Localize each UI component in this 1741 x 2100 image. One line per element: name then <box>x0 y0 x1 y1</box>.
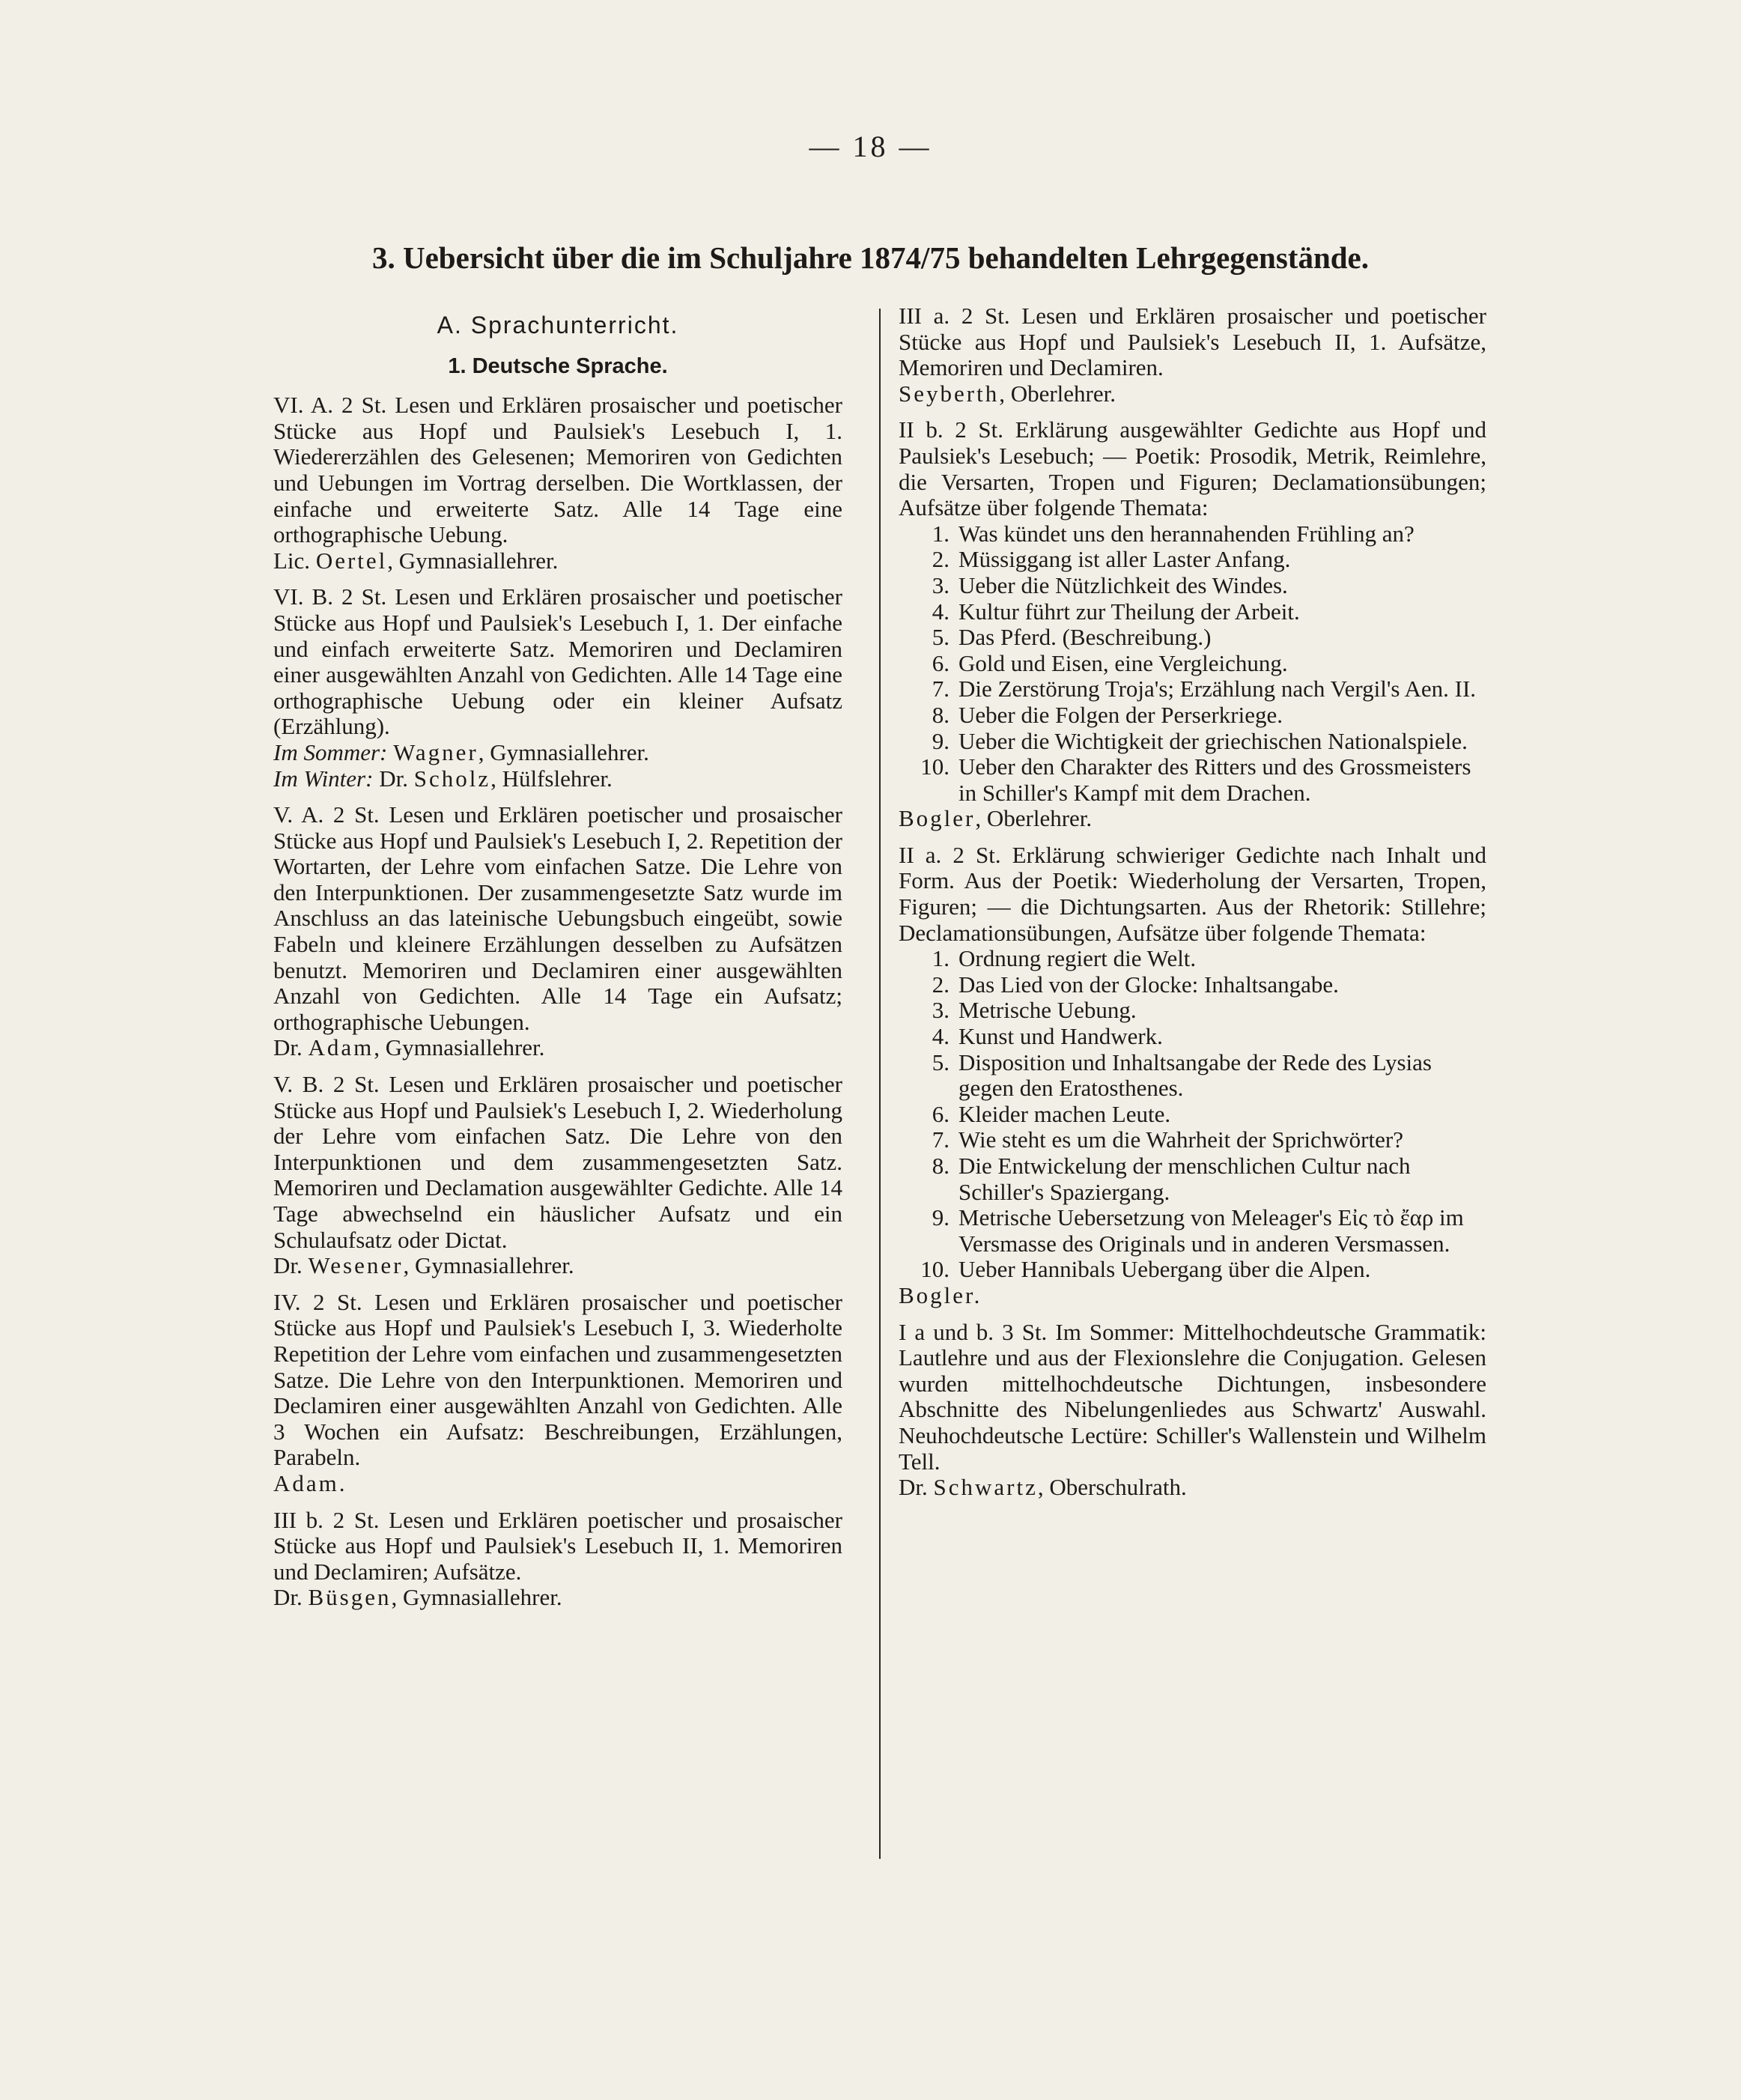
teacher-line <box>273 1585 842 1611</box>
item-text: Wie steht es um die Wahrheit der Sprichwörter? <box>958 1126 1403 1153</box>
list-item <box>899 1153 1486 1205</box>
list-item <box>899 573 1486 599</box>
item-number: 4. <box>932 598 950 625</box>
item-text: Metrische Uebung. <box>958 997 1137 1024</box>
item-number: 7. <box>932 676 950 702</box>
teacher-line <box>273 1471 842 1497</box>
course-text: II a. 2 St. Erklärung schwieriger Gedichte nach Inhalt und Form. Aus der Poetik: Wiederholung der Versarten, Tropen, Figuren; — die Dichtungsarten. Aus der Rhetorik: Stillehre; Declamationsübungen, Aufsätze über folgende Themata: <box>899 841 1486 946</box>
item-text: Das Lied von der Glocke: Inhaltsangabe. <box>958 971 1339 998</box>
item-text: Ueber Hannibals Uebergang über die Alpen. <box>958 1256 1371 1283</box>
teacher-role: , Oberlehrer. <box>999 380 1116 407</box>
teacher-prefix: Dr. <box>273 1584 303 1611</box>
item-text: Kleider machen Leute. <box>958 1100 1171 1127</box>
course-iii-a <box>899 303 1486 407</box>
list-item <box>899 754 1486 806</box>
item-text: Ueber den Charakter des Ritters und des Grossmeisters in Schiller's Kampf mit dem Drachen. <box>958 753 1471 806</box>
item-text: Das Pferd. (Beschreibung.) <box>958 624 1212 651</box>
themata-list-iia <box>899 946 1486 1283</box>
teacher-prefix: Lic. <box>273 547 311 574</box>
item-number: 3. <box>932 997 950 1024</box>
teacher-name: Bogler <box>899 805 976 832</box>
subsection-heading-deutsch: 1. Deutsche Sprache. <box>448 353 668 378</box>
item-number: 4. <box>932 1023 950 1050</box>
teacher-name: Seyberth <box>899 380 1000 407</box>
course-text: VI. B. 2 St. Lesen und Erklären prosaischer und poetischer Stücke aus Hopf und Paulsiek's Lesebuch I, 1. Der einfache und einfach erweiterte Satz. Memoriren und Declamiren einer ausgewählten Anzahl von Gedichten. Alle 14 Tage eine orthographische Uebung oder ein kleiner Aufsatz (Erzählung). <box>273 583 842 740</box>
list-item <box>899 651 1486 677</box>
course-v-b <box>273 1072 842 1279</box>
list-item <box>899 972 1486 998</box>
course-text: III b. 2 St. Lesen und Erklären poetischer und prosaischer Stücke aus Hopf und Paulsiek's Lesebuch II, 1. Memoriren und Declamiren; Aufsätze. <box>273 1506 842 1585</box>
course-v-a <box>273 802 842 1061</box>
item-text: Disposition und Inhaltsangabe der Rede des Lysias gegen den Eratosthenes. <box>958 1049 1432 1102</box>
item-number: 5. <box>932 624 950 651</box>
item-number: 2. <box>932 546 950 573</box>
teacher-prefix: Dr. <box>379 765 408 792</box>
list-item <box>899 1127 1486 1153</box>
list-item <box>899 676 1486 702</box>
item-number: 10. <box>920 1256 950 1283</box>
course-vi-a <box>273 392 842 574</box>
course-iii-b <box>273 1508 842 1611</box>
item-number: 6. <box>932 1100 950 1127</box>
teacher-name: Wagner <box>393 738 478 765</box>
course-iv <box>273 1290 842 1497</box>
item-text: Müssiggang ist aller Laster Anfang. <box>958 546 1291 573</box>
item-number: 8. <box>932 1153 950 1179</box>
item-text: Ueber die Wichtigkeit der griechischen Nationalspiele. <box>958 727 1468 754</box>
teacher-role: , Oberlehrer. <box>975 805 1093 832</box>
item-number: 9. <box>932 727 950 754</box>
teacher-prefix: Dr. <box>273 1034 303 1061</box>
item-number: 9. <box>932 1204 950 1231</box>
teacher-line <box>899 1475 1486 1501</box>
item-number: 2. <box>932 971 950 998</box>
list-item <box>899 1050 1486 1102</box>
list-item <box>899 729 1486 755</box>
course-text: IV. 2 St. Lesen und Erklären prosaischer und poetischer Stücke aus Hopf und Paulsiek's Lesebuch I, 3. Wiederholte Repetition der Lehre vom einfachen und zusammengesetzten Satze. Die Lehre von den Interpunktionen. Memoriren und Declamiren einer ausgewählten Anzahl von Gedichten. Alle 3 Wochen ein Aufsatz: Beschreibungen, Erzählungen, Parabeln. <box>273 1288 842 1471</box>
teacher-role: , Hülfslehrer. <box>490 765 613 792</box>
course-i-a-b <box>899 1320 1486 1501</box>
right-column <box>899 303 1486 1511</box>
teacher-line <box>899 806 1486 832</box>
item-text: Die Zerstörung Troja's; Erzählung nach Vergil's Aen. II. <box>958 676 1477 702</box>
list-item <box>899 521 1486 547</box>
course-text: II b. 2 St. Erklärung ausgewählter Gedichte aus Hopf und Paulsiek's Lesebuch; — Poetik: Prosodik, Metrik, Reimlehre, die Versarten, Tropen und Figuren; Declamationsübungen; Aufsätze über folgende Themata: <box>899 416 1486 521</box>
teacher-role: , Gymnasiallehrer. <box>403 1252 574 1279</box>
course-ii-b <box>899 417 1486 832</box>
item-number: 5. <box>932 1049 950 1075</box>
teacher-line <box>899 1283 1486 1309</box>
teacher-name: Bogler. <box>899 1281 982 1308</box>
item-number: 8. <box>932 701 950 728</box>
section-heading-a: A. Sprachunterricht. <box>437 312 679 339</box>
item-text: Was kündet uns den herannahenden Frühling an? <box>958 520 1415 547</box>
teacher-line <box>899 381 1486 407</box>
themata-list-iib <box>899 521 1486 807</box>
course-ii-a <box>899 843 1486 1309</box>
teacher-role: , Gymnasiallehrer. <box>387 547 559 574</box>
item-text: Kunst und Handwerk. <box>958 1023 1163 1050</box>
item-number: 1. <box>932 520 950 547</box>
list-item <box>899 625 1486 651</box>
page-title: 3. Uebersicht über die im Schuljahre 1874/75 behandelten Lehrgegenstände. <box>372 240 1369 275</box>
item-number: 3. <box>932 571 950 598</box>
column-divider <box>879 309 881 1859</box>
teacher-name: Oertel <box>315 547 388 574</box>
teacher-role: , Gymnasiallehrer. <box>478 738 649 765</box>
teacher-name: Wesener <box>308 1252 404 1279</box>
list-item <box>899 998 1486 1024</box>
list-item <box>899 1205 1486 1257</box>
semester-label: Im Sommer: <box>273 738 388 765</box>
item-text: Die Entwickelung der menschlichen Cultur nach Schiller's Spaziergang. <box>958 1153 1411 1205</box>
item-text: Kultur führt zur Theilung der Arbeit. <box>958 598 1300 625</box>
item-number: 1. <box>932 945 950 972</box>
item-text: Ordnung regiert die Welt. <box>958 945 1197 972</box>
teacher-line <box>273 1253 842 1279</box>
teacher-prefix: Dr. <box>899 1474 928 1501</box>
item-text: Ueber die Folgen der Perserkriege. <box>958 701 1283 728</box>
item-number: 7. <box>932 1126 950 1153</box>
item-text: Ueber die Nützlichkeit des Windes. <box>958 571 1288 598</box>
item-number: 10. <box>920 753 950 780</box>
page-number: — 18 — <box>809 130 932 163</box>
list-item <box>899 1257 1486 1283</box>
teacher-name: Adam <box>308 1034 374 1061</box>
teacher-role: , Gymnasiallehrer. <box>374 1034 545 1061</box>
item-text: Gold und Eisen, eine Vergleichung. <box>958 649 1288 676</box>
teacher-prefix: Dr. <box>273 1252 303 1279</box>
course-text: III a. 2 St. Lesen und Erklären prosaischer und poetischer Stücke aus Hopf und Paulsiek's Lesebuch II, 1. Aufsätze, Memoriren und Declamiren. <box>899 303 1486 381</box>
course-vi-b <box>273 584 842 792</box>
summer-teacher-line <box>273 740 842 766</box>
teacher-line <box>273 1035 842 1061</box>
list-item <box>899 547 1486 573</box>
list-item <box>899 1102 1486 1128</box>
teacher-role: , Oberschulrath. <box>1037 1474 1187 1501</box>
teacher-name: Büsgen <box>308 1584 392 1611</box>
course-text: VI. A. 2 St. Lesen und Erklären prosaischer und poetischer Stücke aus Hopf und Paulsiek's Lesebuch I, 1. Wiedererzählen des Gelesenen; Memoriren von Gedichten und Uebungen im Vortrag derselben. Die Wortklassen, der einfache und erweiterte Satz. Alle 14 Tage eine orthographische Uebung. <box>273 392 842 548</box>
winter-teacher-line <box>273 766 842 792</box>
left-column <box>273 303 842 1621</box>
course-text: V. B. 2 St. Lesen und Erklären prosaischer und poetischer Stücke aus Hopf und Paulsiek's Lesebuch I, 2. Wiederholung der Lehre vom einfachen Satz. Die Lehre von den Interpunktionen und dem zusammengesetzten Satz. Memoriren und Declamation ausgewählter Gedichte. Alle 14 Tage abwechselnd ein häuslicher Aufsatz und ein Schulaufsatz oder Dictat. <box>273 1071 842 1253</box>
course-text: V. A. 2 St. Lesen und Erklären poetischer und prosaischer Stücke aus Hopf und Paulsiek's Lesebuch I, 2. Repetition der Wortarten, der Lehre vom einfachen Satze. Die Lehre von den Interpunktionen. Der zusammengesetzte Satz wurde im Anschluss an das lateinische Uebungsbuch eingeübt, sowie Fabeln und kleinere Erzählungen desselben zu Aufsätzen benutzt. Memoriren und Declamiren einer ausgewählten Anzahl von Gedichten. Alle 14 Tage ein Aufsatz; orthographische Uebungen. <box>273 801 842 1035</box>
teacher-name: Scholz <box>413 765 491 792</box>
teacher-line <box>273 548 842 574</box>
item-text: Metrische Uebersetzung von Meleager's Εἰς τὸ ἔαρ im Versmasse des Originals und in anderen Versmassen. <box>958 1204 1464 1257</box>
teacher-name: Schwartz <box>933 1474 1038 1501</box>
item-number: 6. <box>932 649 950 676</box>
list-item <box>899 1024 1486 1050</box>
teacher-name: Adam. <box>273 1469 347 1496</box>
list-item <box>899 599 1486 625</box>
semester-label: Im Winter: <box>273 765 374 792</box>
list-item <box>899 702 1486 729</box>
course-text: I a und b. 3 St. Im Sommer: Mittelhochdeutsche Grammatik: Lautlehre und aus der Flexionslehre die Conjugation. Gelesen wurden mittelhochdeutsche Dichtungen, insbesondere Abschnitte des Nibelungenliedes aus Schwartz' Auswahl. Neuhochdeutsche Lectüre: Schiller's Wallenstein und Wilhelm Tell. <box>899 1318 1486 1475</box>
teacher-role: , Gymnasiallehrer. <box>391 1584 562 1611</box>
list-item <box>899 946 1486 972</box>
